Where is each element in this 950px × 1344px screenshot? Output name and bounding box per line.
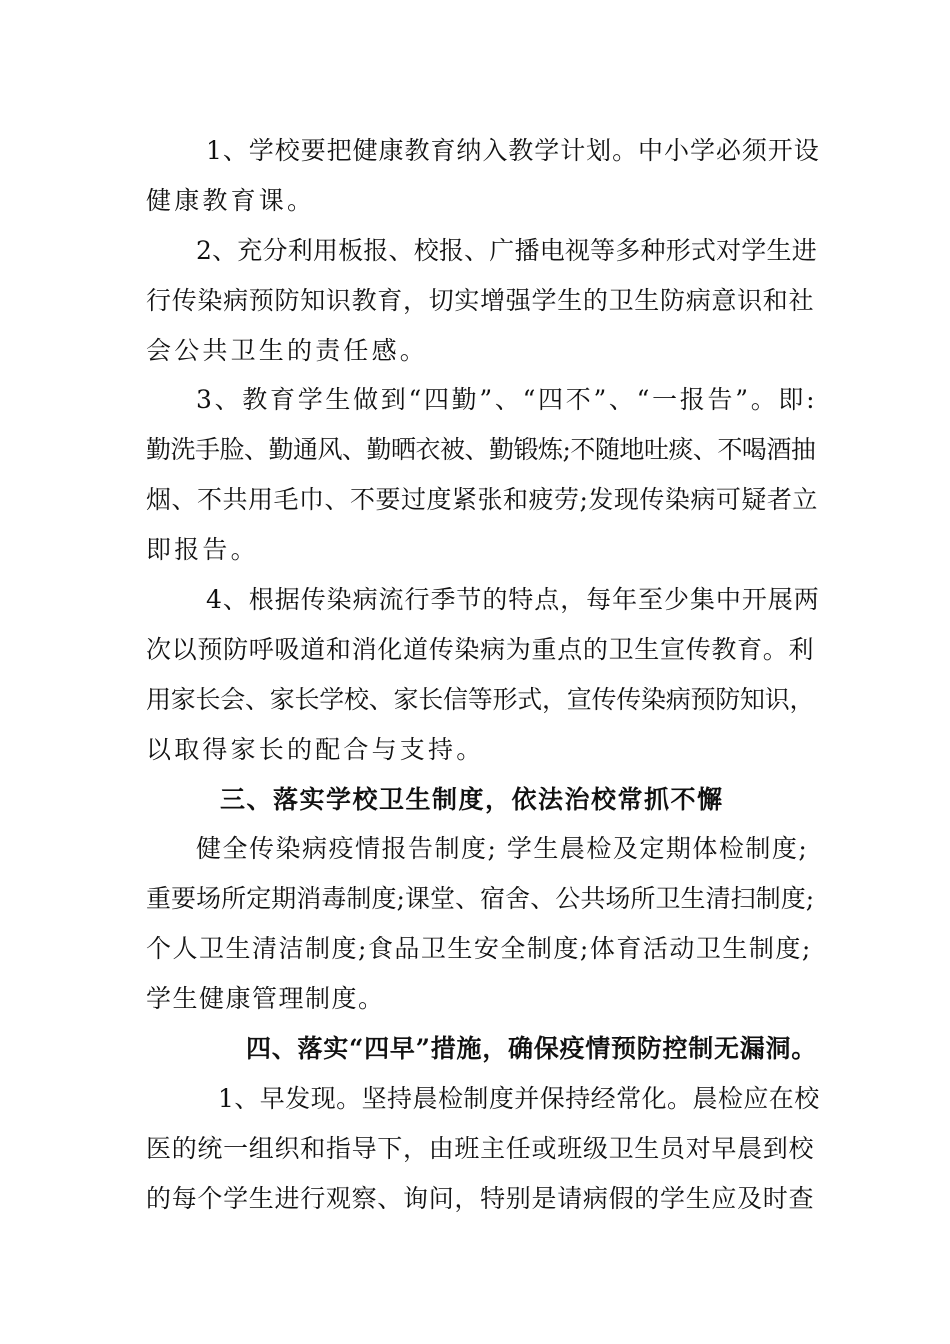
paragraph-6-line-3: 的每个学生进行观察、询问，特别是请病假的学生应及时查 xyxy=(146,1184,815,1213)
paragraph-1-line-2: 健康教育课。 xyxy=(146,186,316,215)
paragraph-5-line-2: 重要场所定期消毒制度;课堂、宿舍、公共场所卫生清扫制度; xyxy=(146,884,815,913)
paragraph-2-line-1: 2、充分利用板报、校报、广播电视等多种形式对学生进 xyxy=(196,236,817,265)
paragraph-2-line-2: 行传染病预防知识教育，切实增强学生的卫生防病意识和社 xyxy=(146,286,815,315)
paragraph-6-line-1: 1、早发现。坚持晨检制度并保持经常化。晨检应在校 xyxy=(218,1084,820,1113)
paragraph-1-line-1: 1、学校要把健康教育纳入教学计划。中小学必须开设 xyxy=(206,136,820,165)
paragraph-5-line-4: 学生健康管理制度。 xyxy=(146,984,385,1013)
paragraph-2-line-3: 会公共卫生的责任感。 xyxy=(146,336,429,365)
section-4-heading: 四、落实“四早”措施，确保疫情预防控制无漏洞。 xyxy=(246,1034,818,1063)
paragraph-3-line-4: 即报告。 xyxy=(146,535,259,564)
paragraph-3-line-1: 3、教育学生做到“四勤”、“四不”、“一报告”。即: xyxy=(196,385,818,414)
paragraph-6-line-2: 医的统一组织和指导下，由班主任或班级卫生员对早晨到校 xyxy=(146,1134,815,1163)
paragraph-4-line-1: 4、根据传染病流行季节的特点，每年至少集中开展两 xyxy=(206,585,820,614)
paragraph-3-line-2: 勤洗手脸、勤通风、勤晒衣被、勤锻炼;不随地吐痰、不喝酒抽 xyxy=(146,435,816,464)
paragraph-5-line-3: 个人卫生清洁制度;食品卫生安全制度;体育活动卫生制度; xyxy=(146,934,812,963)
paragraph-4-line-3: 用家长会、家长学校、家长信等形式，宣传传染病预防知识， xyxy=(146,685,815,714)
section-3-heading: 三、落实学校卫生制度，依法治校常抓不懈 xyxy=(220,785,724,814)
paragraph-4-line-4: 以取得家长的配合与支持。 xyxy=(146,735,485,764)
paragraph-5-line-1: 健全传染病疫情报告制度; 学生晨检及定期体检制度; xyxy=(196,834,809,863)
paragraph-4-line-2: 次以预防呼吸道和消化道传染病为重点的卫生宣传教育。利 xyxy=(146,635,815,664)
paragraph-3-line-3: 烟、不共用毛巾、不要过度紧张和疲劳;发现传染病可疑者立 xyxy=(146,485,818,514)
